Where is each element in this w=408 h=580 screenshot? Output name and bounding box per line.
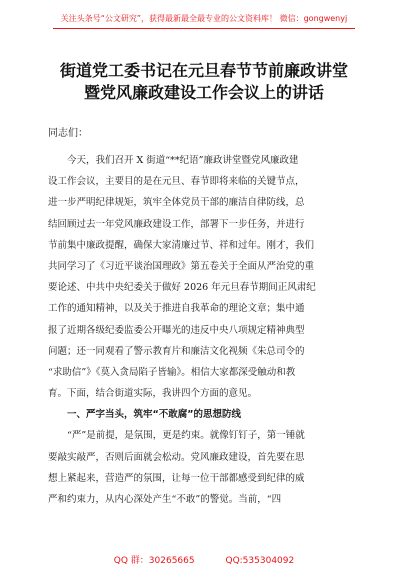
body-line: 今天，我们召开 X 街道“**纪语”廉政讲堂暨党风廉政建 [67, 155, 299, 166]
body-line: 严和约束力，从内心深处产生“不敢”的警觉。当前，“四 [48, 494, 282, 505]
body-line: 要论述、中共中央纪委关于做好 2026 年元旦春节期间正风肃纪 [48, 282, 316, 294]
document-title [48, 60, 360, 104]
footer-qq-group: QQ 群：30265665 [113, 556, 195, 566]
body-line: 育。下面，结合街道实际，我讲四个方面的意见。 [48, 388, 258, 400]
title-line-2: 暨党风廉政建设工作会议上的讲话 [83, 83, 324, 102]
body-line: 进一步严明纪律规矩，筑牢全体党员干部的廉洁自律防线，总 [48, 197, 305, 209]
body-line: 要敲实敲严，否则后面就会松动。党风廉政建设，首先要在思 [48, 451, 305, 463]
section-heading-1: 一、严字当头，筑牢“不敢腐”的思想防线 [67, 409, 241, 421]
body-line: 节前集中廉政提醒，确保大家清廉过节、祥和过年。刚才，我们 [48, 239, 315, 251]
body-line: 设工作会议，主要目的是在元旦、春节即将来临的关键节点， [48, 176, 305, 188]
body-line: 问题；还一同观看了警示教育片和廉洁文化视频《朱总司令的 [48, 345, 305, 357]
footer-contact [0, 554, 408, 568]
document-body [48, 150, 360, 510]
body-line: “求助信”》《莫入贪局陷子皆输》。相信大家都深受触动和教 [48, 366, 296, 378]
body-line: 工作的通知精神，以及关于推进自我革命的理论文章；集中通 [48, 303, 305, 315]
header-banner [0, 10, 408, 30]
body-line: 报了近期各级纪委监委公开曝光的违反中央八项规定精神典型 [48, 324, 305, 336]
body-line: “严”是前提，是氛围，更是约束。就像钉钉子，第一锤就 [67, 430, 305, 442]
salutation: 同志们： [48, 128, 88, 139]
body-line: 共同学习了《习近平谈治国理政》第五卷关于全面从严治党的重 [48, 260, 315, 272]
title-line-1: 街道党工委书记在元旦春节节前廉政讲堂 [59, 61, 348, 80]
body-line: 结回顾过去一年党风廉政建设工作，部署下一步任务，并进行 [48, 218, 305, 230]
banner-text: 关注头条号“公文研究”，获得最新最全最专业的公文资料库！ 微信：gongwenyj [53, 11, 355, 29]
body-line: 想上紧起来，营造严的氛围，让每一位干部都感受到纪律的威 [48, 472, 305, 484]
footer-qq: QQ:535304092 [225, 556, 295, 566]
